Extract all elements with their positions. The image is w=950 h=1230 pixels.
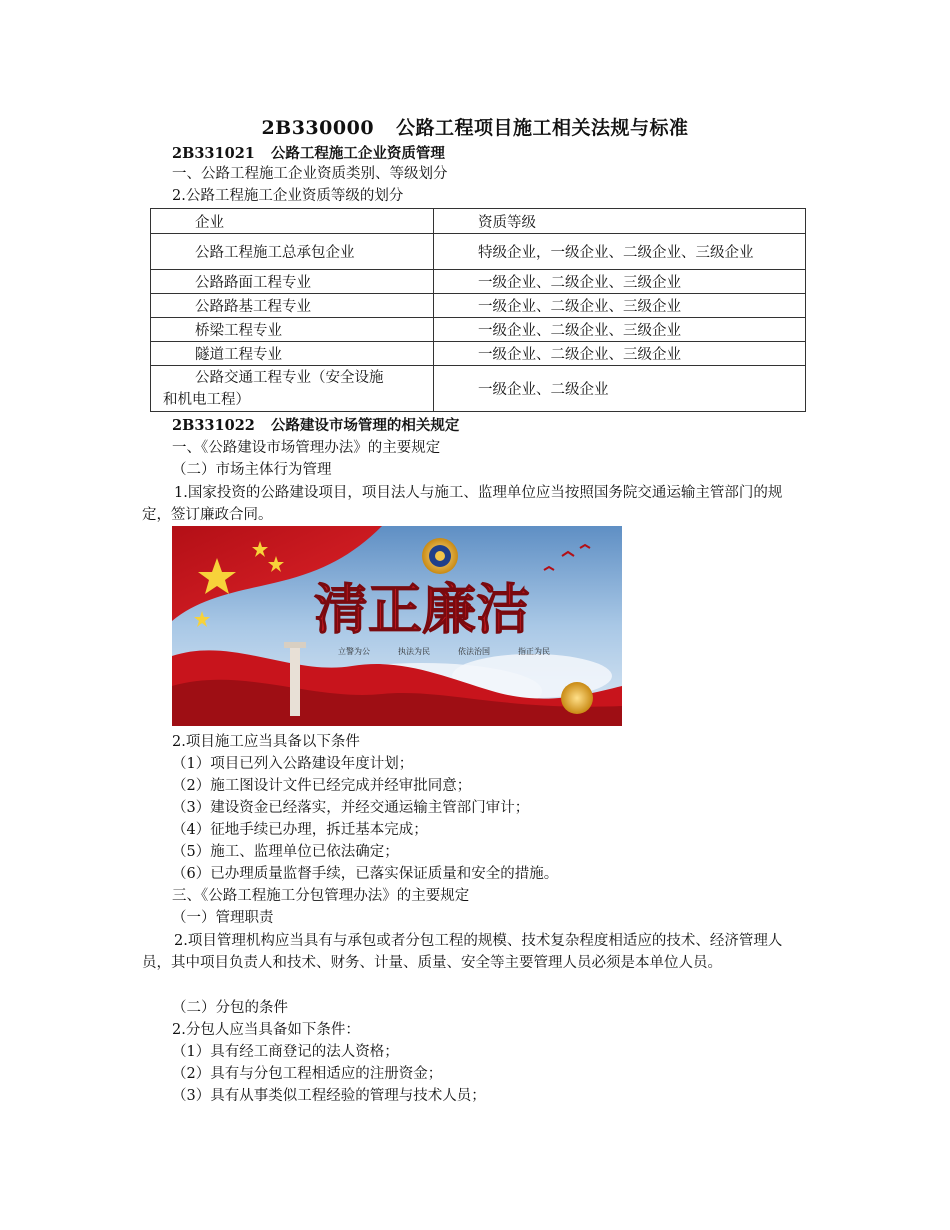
section1-heading-text: 公路工程施工企业资质管理 bbox=[270, 145, 445, 162]
section3-line1: 2.项目施工应当具备以下条件 bbox=[172, 734, 360, 750]
table-cell: 一级企业、二级企业、三级企业 bbox=[434, 270, 806, 294]
table-row bbox=[151, 294, 806, 318]
section2-heading-text: 公路建设市场管理的相关规定 bbox=[270, 417, 460, 434]
section2-line1: 一、《公路建设市场管理办法》的主要规定 bbox=[172, 440, 441, 456]
table-header-row bbox=[151, 209, 806, 234]
condition-item: （5）施工、监理单位已依法确定； bbox=[172, 844, 399, 860]
table-cell-continued: 和机电工程） bbox=[163, 391, 250, 408]
condition-item: （2）施工图设计文件已经完成并经审批同意； bbox=[172, 778, 472, 794]
section1-line1: 一、公路工程施工企业资质类别、等级划分 bbox=[172, 166, 448, 182]
section1-heading-code: 2B331021 bbox=[172, 145, 255, 162]
table-cell: 一级企业、二级企业、三级企业 bbox=[434, 294, 806, 318]
condition-item: （3）建设资金已经落实，并经交通运输主管部门审计； bbox=[172, 800, 530, 816]
doc-title-code: 2B330000 bbox=[261, 117, 375, 139]
banner-main-text: 清正廉洁 bbox=[314, 577, 530, 641]
condition-item: （4）征地手续已办理，拆迁基本完成； bbox=[172, 822, 428, 838]
table-cell: 隧道工程专业 bbox=[195, 347, 282, 363]
section2-line2: （二）市场主体行为管理 bbox=[172, 462, 332, 478]
section3-line2: 三、《公路工程施工分包管理办法》的主要规定 bbox=[172, 888, 470, 904]
doc-title bbox=[0, 113, 950, 140]
table-row bbox=[151, 270, 806, 294]
table-cell: 桥梁工程专业 bbox=[195, 323, 282, 339]
section1-heading bbox=[172, 143, 445, 165]
section3-line3: （一）管理职责 bbox=[172, 910, 274, 926]
table-header-cell: 企业 bbox=[151, 209, 434, 234]
table-row bbox=[151, 342, 806, 366]
section3-paragraph2: 2.项目管理机构应当具有与承包或者分包工程的规模、技术复杂程度相适应的技术、经济管理人员，其中项目负责人和技术、财务、计量、质量、安全等主要管理人员必须是本单位人员。 bbox=[142, 933, 783, 971]
integrity-banner-image bbox=[172, 526, 622, 726]
subcontractor-item: （3）具有从事类似工程经验的管理与技术人员； bbox=[172, 1088, 486, 1104]
table-row bbox=[151, 234, 806, 270]
section3-line5: 2.分包人应当具备如下条件： bbox=[172, 1022, 360, 1038]
section2-heading bbox=[172, 415, 459, 437]
qualification-table bbox=[150, 208, 806, 412]
subcontractor-item: （2）具有与分包工程相适应的注册资金； bbox=[172, 1066, 443, 1082]
banner-slogan: 指正为民 bbox=[518, 647, 550, 656]
banner-slogan: 依法治国 bbox=[458, 647, 490, 656]
table-cell: 公路工程施工总承包企业 bbox=[195, 245, 355, 261]
table-cell: 公路路基工程专业 bbox=[195, 299, 311, 315]
table-cell: 一级企业、二级企业、三级企业 bbox=[434, 318, 806, 342]
table-cell: 一级企业、二级企业、三级企业 bbox=[434, 342, 806, 366]
section2-heading-code: 2B331022 bbox=[172, 417, 255, 434]
table-cell: 公路路面工程专业 bbox=[195, 275, 311, 291]
banner-slogan: 立警为公 bbox=[338, 647, 370, 656]
table-cell: 一级企业、二级企业 bbox=[434, 366, 806, 412]
section2-paragraph1: 1.国家投资的公路建设项目，项目法人与施工、监理单位应当按照国务院交通运输主管部门的规定，签订廉政合同。 bbox=[142, 485, 783, 523]
table-header-cell: 资质等级 bbox=[434, 209, 806, 234]
table-cell: 公路交通工程专业（安全设施 bbox=[195, 369, 384, 386]
doc-title-text: 公路工程项目施工相关法规与标准 bbox=[396, 117, 689, 139]
subcontractor-item: （1）具有经工商登记的法人资格； bbox=[172, 1044, 399, 1060]
condition-item: （1）项目已列入公路建设年度计划； bbox=[172, 756, 414, 772]
banner-slogan: 执法为民 bbox=[398, 647, 430, 656]
table-row bbox=[151, 318, 806, 342]
section1-line2: 2.公路工程施工企业资质等级的划分 bbox=[172, 188, 404, 204]
party-emblem-icon bbox=[561, 682, 593, 714]
table-cell: 特级企业，一级企业、二级企业、三级企业 bbox=[434, 234, 806, 270]
condition-item: （6）已办理质量监督手续，已落实保证质量和安全的措施。 bbox=[172, 866, 559, 882]
section3-line4: （二）分包的条件 bbox=[172, 1000, 288, 1016]
table-row bbox=[151, 366, 806, 412]
